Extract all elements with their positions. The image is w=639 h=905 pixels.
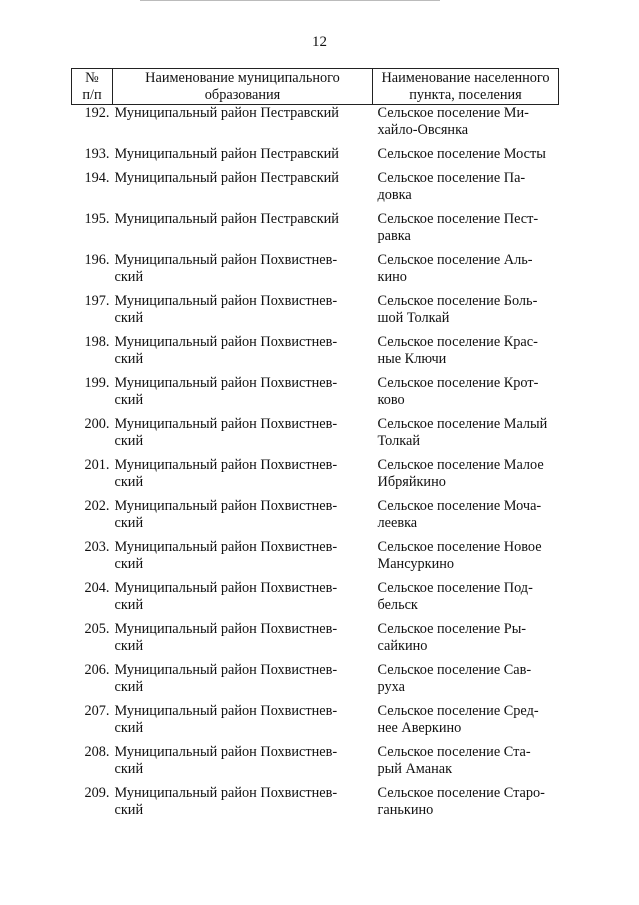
municipality-line: Муниципальный район Похвистнев- [114,621,338,637]
header-col-municipality-line: Наименование муниципального [145,70,340,86]
settlement-line: Сельское поселение Аль- [377,252,533,268]
municipality-cell [113,539,373,580]
municipality-line: Муниципальный район Похвистнев- [114,252,338,268]
settlement-cell [373,621,559,662]
settlement-line: Сельское поселение Старо- [377,785,545,801]
municipality-line: ский [114,515,144,531]
row-number: 197. [84,293,110,309]
municipality-line: Муниципальный район Похвистнев- [114,334,338,350]
municipality-cell [113,375,373,416]
settlement-line: Сельское поселение Ры- [377,621,527,637]
settlement-line: Сельское поселение Па- [377,170,526,186]
municipality-cell [113,293,373,334]
municipality-cell [113,457,373,498]
settlement-cell [373,170,559,211]
settlement-cell [373,703,559,744]
settlement-line: Сельское поселение Крот- [377,375,539,391]
municipality-line: Муниципальный район Пестравский [114,146,339,162]
settlement-cell [373,334,559,375]
table-row [72,621,559,662]
settlement-cell [373,252,559,293]
table-body [72,105,559,827]
table-row [72,146,559,170]
row-number: 194. [84,170,110,186]
municipality-line: ский [114,597,144,613]
municipality-line: ский [114,351,144,367]
table-row [72,539,559,580]
settlement-line: Сельское поселение Мосты [377,146,546,162]
settlement-line: ганькино [377,802,434,818]
settlement-line: руха [377,679,405,695]
row-number: 208. [84,744,110,760]
settlement-line: сайкино [377,638,428,654]
settlement-line: кино [377,269,407,285]
municipality-cell [113,744,373,785]
table-row [72,252,559,293]
municipality-line: Муниципальный район Похвистнев- [114,539,338,555]
row-number: 192. [84,105,110,121]
table-row [72,498,559,539]
settlement-line: Сельское поселение Малое [377,457,544,473]
settlement-cell [373,785,559,826]
row-number: 202. [84,498,110,514]
header-col-municipality [113,69,373,105]
table-row [72,744,559,785]
row-number: 200. [84,416,110,432]
row-number: 201. [84,457,110,473]
row-number: 199. [84,375,110,391]
settlement-line: ные Ключи [377,351,447,367]
header-col-number [72,69,113,105]
settlement-cell [373,146,559,170]
municipality-cell [113,703,373,744]
settlement-line: Толкай [377,433,420,449]
settlement-cell [373,293,559,334]
municipality-line: Муниципальный район Похвистнев- [114,498,338,514]
settlement-line: Сельское поселение Ста- [377,744,531,760]
row-number: 209. [84,785,110,801]
municipality-line: ский [114,679,144,695]
row-number: 207. [84,703,110,719]
settlement-line: Сельское поселение Под- [377,580,533,596]
municipality-line: Муниципальный район Похвистнев- [114,662,338,678]
municipality-cell [113,334,373,375]
municipality-line: Муниципальный район Похвистнев- [114,375,338,391]
municipality-line: Муниципальный район Похвистнев- [114,744,338,760]
municipality-cell [113,785,373,826]
municipality-line: ский [114,802,144,818]
row-number: 198. [84,334,110,350]
table-row [72,785,559,826]
municipality-cell [113,662,373,703]
settlement-line: Сельское поселение Моча- [377,498,542,514]
row-number: 204. [84,580,110,596]
settlement-cell [373,457,559,498]
settlement-cell [373,662,559,703]
header-col-municipality-line: образования [204,87,281,103]
header-col-settlement-line: пункта, поселения [409,87,522,103]
row-number: 203. [84,539,110,555]
municipality-cell [113,170,373,211]
table-row [72,703,559,744]
row-number: 205. [84,621,110,637]
table-row [72,662,559,703]
settlement-cell [373,105,559,147]
municipality-line: Муниципальный район Пестравский [114,211,339,227]
settlement-line: шой Толкай [377,310,450,326]
municipality-line: ский [114,556,144,572]
settlement-cell [373,744,559,785]
table-row [72,293,559,334]
row-number: 195. [84,211,110,227]
municipality-cell [113,146,373,170]
settlement-line: равка [377,228,411,244]
settlement-line: Сельское поселение Боль- [377,293,538,309]
header-col-number-line: № [85,70,99,86]
settlement-line: Ибряйкино [377,474,446,490]
municipality-cell [113,252,373,293]
municipality-line: ский [114,433,144,449]
row-number: 193. [84,146,110,162]
municipality-cell [113,105,373,147]
table-row [72,457,559,498]
table-row [72,416,559,457]
table-row [72,170,559,211]
header-col-settlement-line: Наименование населенного [381,70,550,86]
settlement-cell [373,211,559,252]
page-number: 12 [312,34,327,50]
table-row [72,334,559,375]
settlement-cell [373,375,559,416]
row-number: 206. [84,662,110,678]
settlement-line: леевка [377,515,418,531]
table-row [72,375,559,416]
header-row [72,69,559,105]
settlement-line: рый Аманак [377,761,453,777]
settlement-line: Сельское поселение Крас- [377,334,538,350]
municipality-line: ский [114,474,144,490]
municipality-line: ский [114,720,144,736]
header-col-settlement [373,69,559,105]
top-rule [140,0,440,1]
table-row [72,105,559,147]
municipality-line: Муниципальный район Похвистнев- [114,580,338,596]
table-row [72,211,559,252]
settlement-line: Сельское поселение Сав- [377,662,532,678]
settlement-cell [373,416,559,457]
settlement-line: хайло-Овсянка [377,122,469,138]
municipality-line: Муниципальный район Похвистнев- [114,785,338,801]
settlement-line: Сельское поселение Сред- [377,703,539,719]
settlement-line: Мансуркино [377,556,455,572]
municipality-cell [113,211,373,252]
settlement-line: довка [377,187,412,203]
table-row [72,580,559,621]
municipality-line: Муниципальный район Похвистнев- [114,416,338,432]
settlement-cell [373,580,559,621]
settlement-line: ково [377,392,405,408]
settlement-line: Сельское поселение Ми- [377,105,529,121]
municipality-line: ский [114,310,144,326]
settlement-line: бельск [377,597,418,613]
settlement-line: Сельское поселение Пест- [377,211,539,227]
settlement-line: нее Аверкино [377,720,462,736]
settlement-cell [373,498,559,539]
municipality-cell [113,416,373,457]
municipality-cell [113,580,373,621]
municipality-cell [113,621,373,662]
municipality-line: Муниципальный район Пестравский [114,105,339,121]
municipality-line: Муниципальный район Похвистнев- [114,703,338,719]
municipality-line: ский [114,392,144,408]
table-header [72,69,559,105]
municipality-cell [113,498,373,539]
municipality-line: ский [114,638,144,654]
municipality-line: Муниципальный район Похвистнев- [114,293,338,309]
settlements-table [71,68,559,826]
settlement-line: Сельское поселение Малый [377,416,548,432]
municipality-line: Муниципальный район Похвистнев- [114,457,338,473]
municipality-line: ский [114,761,144,777]
row-number: 196. [84,252,110,268]
header-col-number-line: п/п [82,87,102,103]
municipality-line: Муниципальный район Пестравский [114,170,339,186]
settlement-line: Сельское поселение Новое [377,539,542,555]
settlement-cell [373,539,559,580]
municipality-line: ский [114,269,144,285]
